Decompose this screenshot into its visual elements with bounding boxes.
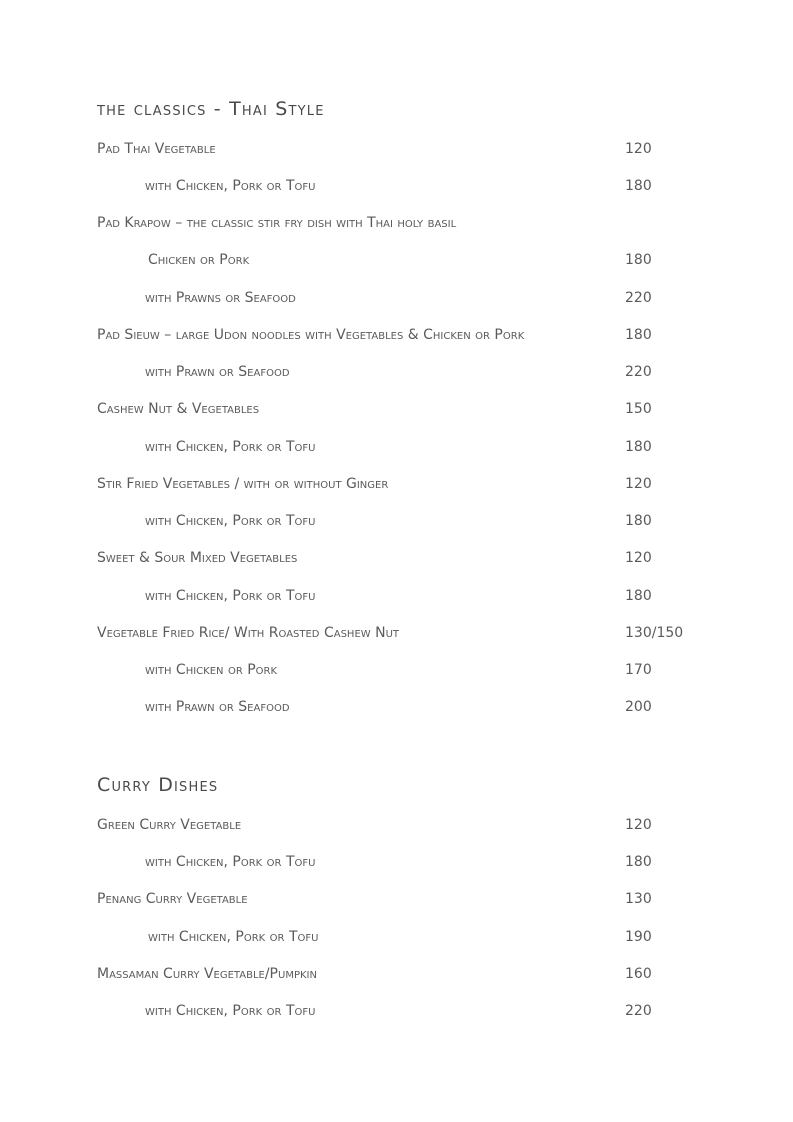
item-name: Vegetable Fried Rice/ With Roasted Cashew Nut: [97, 625, 399, 641]
menu-item: [97, 401, 793, 423]
menu-item: [97, 178, 793, 200]
menu-item: [97, 699, 793, 721]
menu-item: [97, 513, 793, 535]
item-name: Penang Curry Vegetable: [97, 891, 248, 907]
item-price: 180: [625, 588, 652, 604]
item-name: Pad Thai Vegetable: [97, 141, 216, 157]
menu-item: [97, 891, 793, 913]
item-price: 180: [625, 513, 652, 529]
item-price: 120: [625, 817, 652, 833]
item-name: Chicken or Pork: [148, 252, 250, 268]
item-name: with Chicken, Pork or Tofu: [145, 178, 316, 194]
item-price: 180: [625, 178, 652, 194]
section-title-classics: the classics - Thai Style: [97, 98, 325, 120]
menu-item: [97, 290, 793, 312]
item-name: with Chicken, Pork or Tofu: [145, 439, 316, 455]
menu-item: [97, 141, 793, 163]
item-name: with Chicken, Pork or Tofu: [145, 854, 316, 870]
item-price: 200: [625, 699, 652, 715]
section-title-curry: Curry Dishes: [97, 774, 219, 796]
item-price: 180: [625, 439, 652, 455]
menu-item: [97, 550, 793, 572]
menu-item: [97, 662, 793, 684]
menu-item: [97, 625, 793, 647]
item-name: Green Curry Vegetable: [97, 817, 242, 833]
item-price: 160: [625, 966, 652, 982]
menu-item: [97, 817, 793, 839]
item-name: Massaman Curry Vegetable/Pumpkin: [97, 966, 317, 982]
menu-item: [97, 588, 793, 610]
item-name: with Chicken, Pork or Tofu: [148, 929, 319, 945]
item-price: 220: [625, 1003, 652, 1019]
item-name: Pad Sieuw – large Udon noodles with Vegetables & Chicken or Pork: [97, 327, 525, 343]
item-price: 120: [625, 141, 652, 157]
item-name: Pad Krapow – the classic stir fry dish with Thai holy basil: [97, 215, 457, 231]
item-price: 130: [625, 891, 652, 907]
menu-item: [97, 364, 793, 386]
item-name: with Chicken, Pork or Tofu: [145, 513, 316, 529]
item-price: 180: [625, 252, 652, 268]
item-name: with Chicken or Pork: [145, 662, 278, 678]
menu-item: [97, 476, 793, 498]
item-name: Sweet & Sour Mixed Vegetables: [97, 550, 298, 566]
item-price: 220: [625, 290, 652, 306]
menu-item: [97, 1003, 793, 1025]
menu-item: [97, 439, 793, 461]
menu-item: [97, 929, 793, 951]
item-name: with Prawns or Seafood: [145, 290, 296, 306]
item-price: 120: [625, 476, 652, 492]
item-name: with Prawn or Seafood: [145, 364, 290, 380]
item-price: 150: [625, 401, 652, 417]
item-price: 220: [625, 364, 652, 380]
item-name: Cashew Nut & Vegetables: [97, 401, 260, 417]
menu-item: [97, 854, 793, 876]
item-price: 130/150: [625, 625, 684, 641]
item-name: with Chicken, Pork or Tofu: [145, 1003, 316, 1019]
item-price: 190: [625, 929, 652, 945]
item-price: 170: [625, 662, 652, 678]
item-price: 180: [625, 327, 652, 343]
item-price: 180: [625, 854, 652, 870]
menu-item: [97, 215, 793, 237]
item-name: with Chicken, Pork or Tofu: [145, 588, 316, 604]
menu-item: [97, 252, 793, 274]
item-name: Stir Fried Vegetables / with or without Ginger: [97, 476, 389, 492]
menu-item: [97, 327, 793, 349]
item-price: 120: [625, 550, 652, 566]
menu-item: [97, 966, 793, 988]
item-name: with Prawn or Seafood: [145, 699, 290, 715]
